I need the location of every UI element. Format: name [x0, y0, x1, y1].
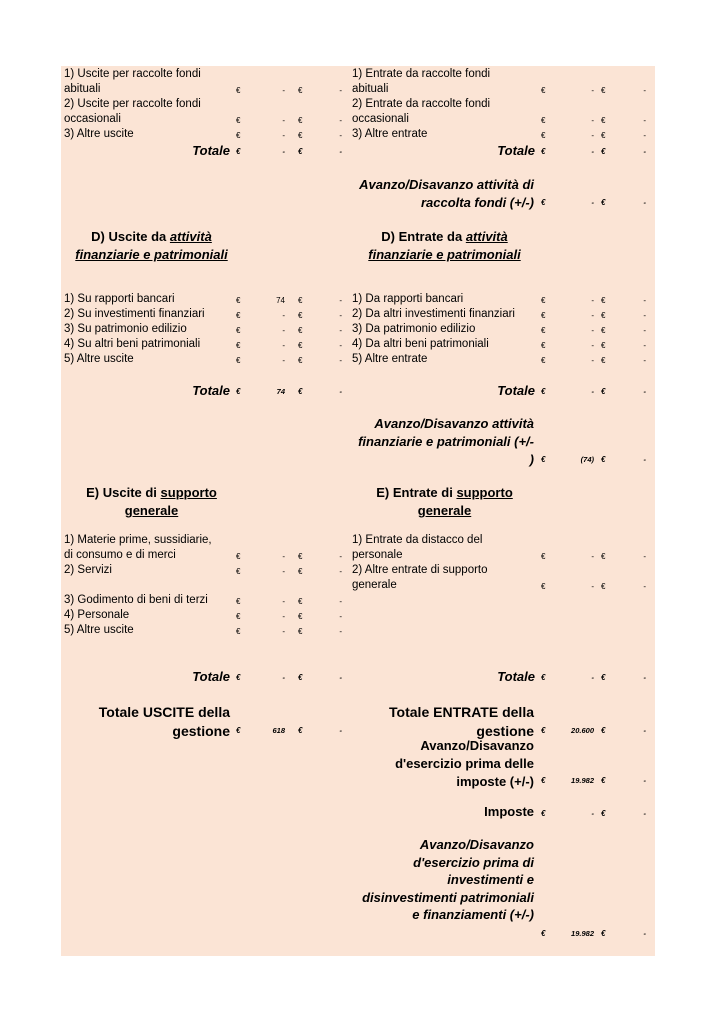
d-left-heading-rest: finanziarie e patrimoniali	[75, 247, 228, 262]
e-left-row-2-label: 3) Godimento di beni di terzi	[64, 594, 208, 606]
e-left-row-2-cur2: €	[298, 597, 303, 606]
c-left-row-1-v2: -	[339, 116, 342, 125]
c-right-row-2-v2: -	[643, 131, 646, 140]
d-left-row-1-cur1: €	[236, 311, 241, 320]
c-right-row-2-cur2: €	[601, 131, 606, 140]
d-right-row-3-cur2: €	[601, 341, 606, 350]
d-right-row-4-v2: -	[643, 356, 646, 365]
d-result-label: Avanzo/Disavanzo attività finanziarie e patrimoniali (+/- )	[358, 416, 534, 467]
c-right-row-1-label: 2) Entrate da raccolte fondi occasionali	[352, 98, 491, 125]
d-left-heading-prefix: D) Uscite da	[91, 229, 167, 244]
d-right-row-0-cur1: €	[541, 296, 546, 305]
c-right-row-0-label: 1) Entrate da raccolte fondi abituali	[352, 68, 491, 95]
e-left-row-4-v1: -	[282, 627, 285, 636]
c-right-total-v1: -	[591, 147, 594, 156]
d-left-row-3-cur2: €	[298, 341, 303, 350]
e-left-heading-prefix: E) Uscite di	[86, 485, 157, 500]
c-result-v1: -	[591, 198, 594, 207]
e-right-total-v2: -	[643, 673, 646, 682]
e-right-heading-rest: generale	[417, 503, 472, 518]
d-left-total-cur1: €	[236, 387, 241, 396]
d-right-row-1-v2: -	[643, 311, 646, 320]
e-left-row-0-label: 1) Materie prime, sussidiarie, di consumo e di merci	[64, 534, 212, 561]
e-right-total-label: Totale	[497, 669, 535, 684]
d-left-row-1-cur2: €	[298, 311, 303, 320]
d-right-row-0-cur2: €	[601, 296, 606, 305]
d-right-row-1-cur1: €	[541, 311, 546, 320]
c-left-row-0-label: 1) Uscite per raccolte fondi abituali	[64, 68, 201, 95]
d-right-heading-keyword: attività	[465, 229, 508, 244]
c-result-cur1: €	[541, 198, 546, 207]
d-right-row-2-v2: -	[643, 326, 646, 335]
avanzo-pre-investimenti-label: Avanzo/Disavanzo d'esercizio prima di investimenti e disinvestimenti patrimoniali e finanziamenti (+/-)	[362, 837, 534, 922]
d-right-heading	[352, 228, 537, 264]
d-right-row-4-v1: -	[591, 356, 594, 365]
d-left-heading-keyword: attività	[169, 229, 212, 244]
e-left-row-1-cur1: €	[236, 567, 241, 576]
avanzo-pre-investimenti-cur1: €	[541, 929, 546, 938]
d-right-row-2-v1: -	[591, 326, 594, 335]
e-left-row-0-cur1: €	[236, 552, 241, 561]
d-left-row-2-label: 3) Su patrimonio edilizio	[64, 323, 187, 335]
e-right-row-0-cur2: €	[601, 552, 606, 561]
d-result-v1: (74)	[580, 455, 594, 464]
d-right-total-v2: -	[643, 387, 646, 396]
d-right-row-4-cur2: €	[601, 356, 606, 365]
d-left-row-0-v1: 74	[276, 296, 285, 305]
d-right-row-2-cur1: €	[541, 326, 546, 335]
c-left-row-2-cur1: €	[236, 131, 241, 140]
c-right-row-1-cur2: €	[601, 116, 606, 125]
d-left-row-2-v2: -	[339, 326, 342, 335]
e-left-total-cur1: €	[236, 673, 241, 682]
total-entrate-label: Totale ENTRATE della gestione	[389, 704, 534, 739]
d-right-row-4-cur1: €	[541, 356, 546, 365]
c-right-row-0-cur1: €	[541, 86, 546, 95]
d-right-total-cur1: €	[541, 387, 546, 396]
c-right-row-1-cur1: €	[541, 116, 546, 125]
c-right-row-0-v1: -	[591, 86, 594, 95]
avanzo-pre-investimenti-v2: -	[643, 929, 646, 938]
e-left-row-0-cur2: €	[298, 552, 303, 561]
d-right-heading-prefix: D) Entrate da	[381, 229, 463, 244]
imposte-v1: -	[591, 809, 594, 818]
c-left-row-0-cur2: €	[298, 86, 303, 95]
d-left-row-0-cur1: €	[236, 296, 241, 305]
e-left-row-3-v1: -	[282, 612, 285, 621]
e-right-total-cur1: €	[541, 673, 546, 682]
e-left-row-4-cur1: €	[236, 627, 241, 636]
e-left-row-2-v2: -	[339, 597, 342, 606]
d-right-row-1-cur2: €	[601, 311, 606, 320]
e-right-row-1-cur2: €	[601, 582, 606, 591]
c-left-total-cur2: €	[298, 147, 303, 156]
e-left-total-cur2: €	[298, 673, 303, 682]
d-left-total-v1: 74	[276, 387, 285, 396]
e-right-row-0-v2: -	[643, 552, 646, 561]
e-left-row-4-cur2: €	[298, 627, 303, 636]
total-uscite-cur1: €	[236, 726, 241, 735]
d-right-total-v1: -	[591, 387, 594, 396]
d-left-row-3-v1: -	[282, 341, 285, 350]
e-left-row-4-label: 5) Altre uscite	[64, 624, 134, 636]
e-left-row-3-label: 4) Personale	[64, 609, 130, 621]
d-left-row-2-cur1: €	[236, 326, 241, 335]
c-right-total-label: Totale	[497, 143, 535, 158]
e-left-heading	[64, 484, 239, 520]
d-result-cur2: €	[601, 455, 606, 464]
avanzo-pre-imposte-v2: -	[643, 776, 646, 785]
e-left-row-1-cur2: €	[298, 567, 303, 576]
e-left-heading-keyword: supporto	[160, 485, 217, 500]
e-left-row-1-label: 2) Servizi	[64, 564, 112, 576]
total-entrate-cur1: €	[541, 726, 546, 735]
d-left-row-0-label: 1) Su rapporti bancari	[64, 293, 175, 305]
c-left-row-2-v2: -	[339, 131, 342, 140]
c-right-row-0-v2: -	[643, 86, 646, 95]
d-result-cur1: €	[541, 455, 546, 464]
d-right-row-0-label: 1) Da rapporti bancari	[352, 293, 464, 305]
c-left-row-1-cur2: €	[298, 116, 303, 125]
d-right-row-4-label: 5) Altre entrate	[352, 353, 428, 365]
d-right-row-1-label: 2) Da altri investimenti finanziari	[352, 308, 515, 320]
e-left-row-1-v2: -	[339, 567, 342, 576]
d-left-row-1-label: 2) Su investimenti finanziari	[64, 308, 205, 320]
c-left-row-2-v1: -	[282, 131, 285, 140]
e-left-row-0-v1: -	[282, 552, 285, 561]
c-right-row-0-cur2: €	[601, 86, 606, 95]
e-left-total-v2: -	[339, 673, 342, 682]
c-right-total-v2: -	[643, 147, 646, 156]
e-left-row-2-v1: -	[282, 597, 285, 606]
imposte-label: Imposte	[484, 804, 534, 819]
c-right-row-1-v2: -	[643, 116, 646, 125]
c-left-total-label: Totale	[192, 143, 230, 158]
avanzo-pre-investimenti-cur2: €	[601, 929, 606, 938]
e-right-total-cur2: €	[601, 673, 606, 682]
c-left-row-0-v1: -	[282, 86, 285, 95]
c-result-v2: -	[643, 198, 646, 207]
d-left-row-1-v2: -	[339, 311, 342, 320]
c-right-row-2-v1: -	[591, 131, 594, 140]
d-left-row-4-cur2: €	[298, 356, 303, 365]
total-entrate-v2: -	[643, 726, 646, 735]
c-left-total-v2: -	[339, 147, 342, 156]
c-left-total-cur1: €	[236, 147, 241, 156]
c-right-total-cur2: €	[601, 147, 606, 156]
e-right-heading-prefix: E) Entrate di	[376, 485, 453, 500]
e-right-row-0-label: 1) Entrate da distacco del personale	[352, 534, 483, 561]
d-right-row-0-v2: -	[643, 296, 646, 305]
d-left-row-2-cur2: €	[298, 326, 303, 335]
avanzo-pre-imposte-cur2: €	[601, 776, 606, 785]
d-left-row-4-v2: -	[339, 356, 342, 365]
c-right-row-2-cur1: €	[541, 131, 546, 140]
d-left-total-v2: -	[339, 387, 342, 396]
avanzo-pre-imposte-label: Avanzo/Disavanzo d'esercizio prima delle imposte (+/-)	[395, 738, 534, 789]
total-uscite-v2: -	[339, 726, 342, 735]
d-left-row-4-cur1: €	[236, 356, 241, 365]
c-left-row-0-v2: -	[339, 86, 342, 95]
e-left-row-4-v2: -	[339, 627, 342, 636]
avanzo-pre-imposte-v1: 19.982	[571, 776, 594, 785]
total-entrate-cur2: €	[601, 726, 606, 735]
imposte-v2: -	[643, 809, 646, 818]
d-left-heading	[64, 228, 239, 264]
e-right-row-0-cur1: €	[541, 552, 546, 561]
c-left-row-0-cur1: €	[236, 86, 241, 95]
c-result-label: Avanzo/Disavanzo attività di raccolta fondi (+/-)	[359, 177, 534, 210]
e-right-row-1-label: 2) Altre entrate di supporto generale	[352, 564, 488, 591]
d-left-row-3-cur1: €	[236, 341, 241, 350]
c-right-row-2-label: 3) Altre entrate	[352, 128, 428, 140]
d-left-row-2-v1: -	[282, 326, 285, 335]
e-left-row-0-v2: -	[339, 552, 342, 561]
e-right-heading-keyword: supporto	[456, 485, 513, 500]
e-left-total-label: Totale	[192, 669, 230, 684]
e-right-total-v1: -	[591, 673, 594, 682]
d-right-row-3-v1: -	[591, 341, 594, 350]
c-left-row-2-label: 3) Altre uscite	[64, 128, 134, 140]
d-right-row-3-label: 4) Da altri beni patrimoniali	[352, 338, 489, 350]
e-left-heading-rest: generale	[124, 503, 179, 518]
d-left-row-4-label: 5) Altre uscite	[64, 353, 134, 365]
c-left-row-1-v1: -	[282, 116, 285, 125]
d-left-row-1-v1: -	[282, 311, 285, 320]
d-right-row-3-v2: -	[643, 341, 646, 350]
c-left-row-2-cur2: €	[298, 131, 303, 140]
imposte-cur2: €	[601, 809, 606, 818]
e-right-row-1-v2: -	[643, 582, 646, 591]
d-right-total-cur2: €	[601, 387, 606, 396]
e-left-total-v1: -	[282, 673, 285, 682]
c-result-cur2: €	[601, 198, 606, 207]
total-uscite-label: Totale USCITE della gestione	[98, 704, 230, 739]
total-uscite-v1: 618	[272, 726, 285, 735]
d-result-v2: -	[643, 455, 646, 464]
avanzo-pre-imposte-cur1: €	[541, 776, 546, 785]
e-left-row-3-v2: -	[339, 612, 342, 621]
d-right-heading-rest: finanziarie e patrimoniali	[368, 247, 521, 262]
e-left-row-2-cur1: €	[236, 597, 241, 606]
c-right-row-1-v1: -	[591, 116, 594, 125]
e-right-row-1-v1: -	[591, 582, 594, 591]
e-right-row-1-cur1: €	[541, 582, 546, 591]
d-right-row-3-cur1: €	[541, 341, 546, 350]
e-left-row-3-cur2: €	[298, 612, 303, 621]
c-left-row-1-cur1: €	[236, 116, 241, 125]
avanzo-pre-investimenti-v1: 19.982	[571, 929, 594, 938]
e-left-row-3-cur1: €	[236, 612, 241, 621]
d-left-total-label: Totale	[192, 383, 230, 398]
imposte-cur1: €	[541, 809, 546, 818]
c-right-total-cur1: €	[541, 147, 546, 156]
total-entrate-v1: 20.600	[571, 726, 594, 735]
e-right-heading	[352, 484, 537, 520]
d-right-row-0-v1: -	[591, 296, 594, 305]
d-left-row-3-label: 4) Su altri beni patrimoniali	[64, 338, 201, 350]
d-left-total-cur2: €	[298, 387, 303, 396]
total-uscite-cur2: €	[298, 726, 303, 735]
c-left-total-v1: -	[282, 147, 285, 156]
e-right-row-0-v1: -	[591, 552, 594, 561]
d-left-row-0-v2: -	[339, 296, 342, 305]
d-left-row-0-cur2: €	[298, 296, 303, 305]
d-left-row-4-v1: -	[282, 356, 285, 365]
d-right-row-2-cur2: €	[601, 326, 606, 335]
d-left-row-3-v2: -	[339, 341, 342, 350]
d-right-row-1-v1: -	[591, 311, 594, 320]
d-right-row-2-label: 3) Da patrimonio edilizio	[352, 323, 476, 335]
d-right-total-label: Totale	[497, 383, 535, 398]
e-left-row-1-v1: -	[282, 567, 285, 576]
c-left-row-1-label: 2) Uscite per raccolte fondi occasionali	[64, 98, 201, 125]
